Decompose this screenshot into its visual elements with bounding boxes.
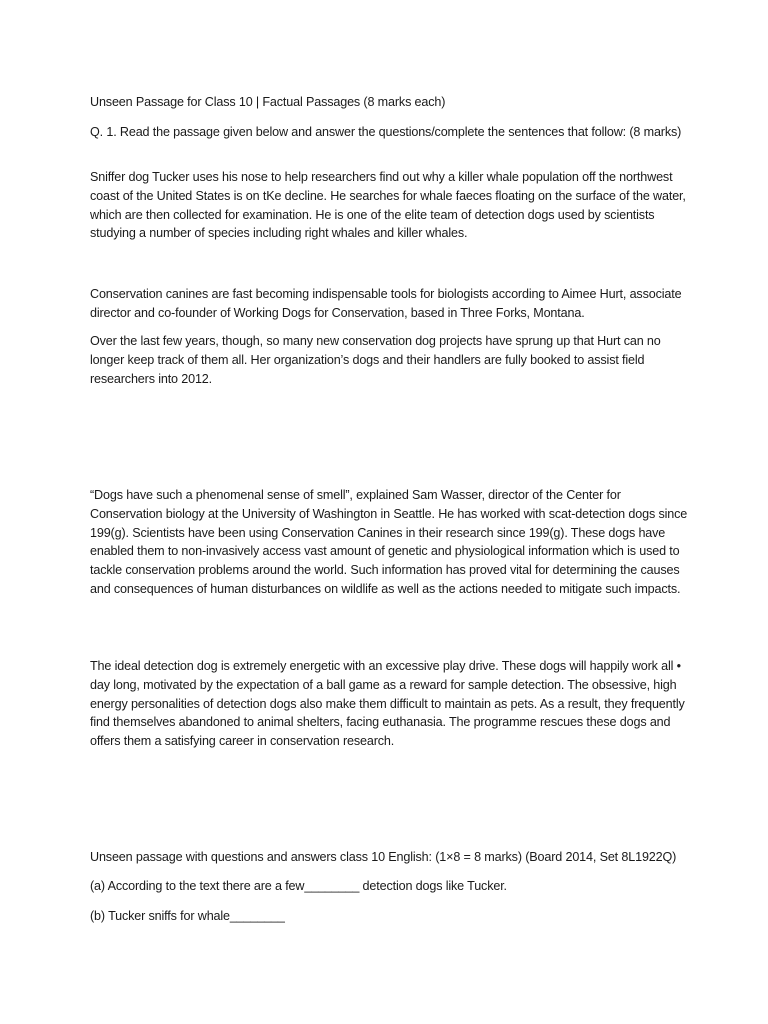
question-a: (a) According to the text there are a few________ detection dogs like Tucker.: [90, 879, 507, 893]
question-b: (b) Tucker sniffs for whale________: [90, 909, 285, 923]
paragraph-sense-of-smell: “Dogs have such a phenomenal sense of smell”, explained Sam Wasser, director of the Center for Conservation biology at the University of Washington in Seattle. He has worked with scat-detection dogs since 199(g). Scientists have been using Conservation Canines in their research since 199(g). These dogs have enabled them to non-invasively access vast amount of genetic and physiological information which is used to tackle conservation problems around the world. Such information has proved vital for determining the causes and consequences of human disturbances on wildlife as well as the actions needed to mitigate such impacts.: [90, 488, 688, 596]
paragraph-tucker: Sniffer dog Tucker uses his nose to help researchers find out why a killer whale population off the northwest coast of the United States is on tKe decline. He searches for whale faeces floating on the surface of the water, which are then collected for examination. He is one of the elite team of detection dogs used by scientists studying a number of species including right whales and killer whales.: [90, 170, 686, 241]
questions-heading: Unseen passage with questions and answers class 10 English: (1×8 = 8 marks) (Board 2014, Set 8L1922Q): [90, 850, 677, 864]
paragraph-conservation-canines: Conservation canines are fast becoming indispensable tools for biologists according to Aimee Hurt, associate director and co-founder of Working Dogs for Conservation, based in Three Forks, Montana.: [90, 287, 682, 320]
question-heading: Q. 1. Read the passage given below and answer the questions/complete the sentences that follow: (8 marks): [90, 125, 682, 139]
document-title: Unseen Passage for Class 10 | Factual Passages (8 marks each): [90, 95, 446, 109]
paragraph-ideal-dog: The ideal detection dog is extremely energetic with an excessive play drive. These dogs will happily work all • day long, motivated by the expectation of a ball game as a reward for sample detection. The obsessive, high energy personalities of detection dogs also make them difficult to maintain as pets. As a result, they frequently find themselves abandoned to animal shelters, facing euthanasia. The programme rescues these dogs and offers them a satisfying career in conservation research.: [90, 659, 685, 749]
paragraph-projects: Over the last few years, though, so many new conservation dog projects have sprung up that Hurt can no longer keep track of them all. Her organization’s dogs and their handlers are fully booked to assist field researchers into 2012.: [90, 334, 661, 386]
